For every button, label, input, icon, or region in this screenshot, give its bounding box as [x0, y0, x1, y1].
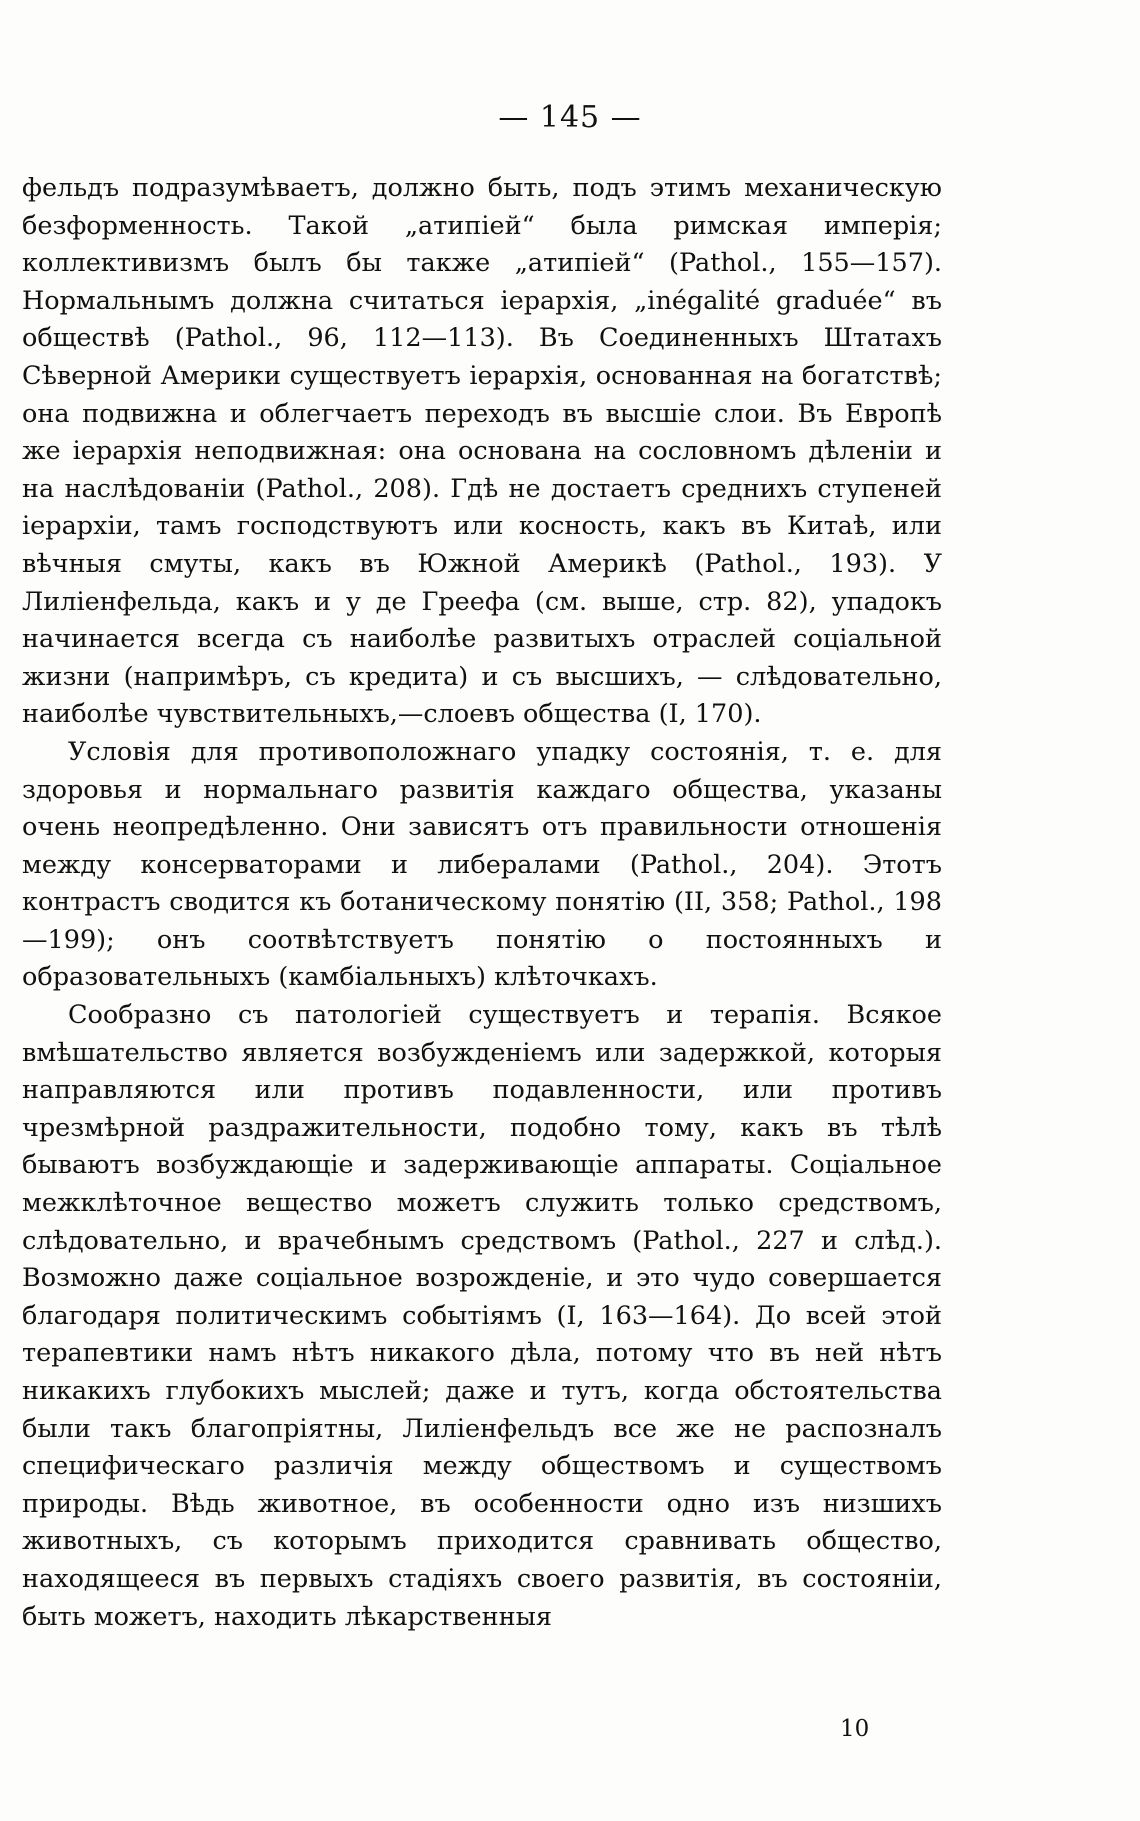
paragraph-3: Сообразно съ патологіей существуетъ и терапія. Всякое вмѣшательство является возбужденіемъ или задержкой, которыя направляются или противъ подавленности, или противъ чрезмѣрной раздражительности, подобно тому, какъ въ тѣлѣ бываютъ возбуждающіе и задерживающіе аппараты. Соціальное межклѣточное вещество можетъ служить только средствомъ, слѣдовательно, и врачебнымъ средствомъ (Pathol., 227 и слѣд.). Возможно даже соціальное возрожденіе, и это чудо совершается благодаря политическимъ событіямъ (I, 163—164). До всей этой терапевтики намъ нѣтъ никакого дѣла, потому что въ ней нѣтъ никакихъ глубокихъ мыслей; даже и тутъ, когда обстоятельства были такъ благопріятны, Лиліенфельдъ все же не распозналъ специфическаго различія между обществомъ и существомъ природы. Вѣдь животное, въ особенности одно изъ низшихъ животныхъ, съ которымъ приходится сравнивать общество, находящееся въ первыхъ стадіяхъ своего развитія, въ состояніи, быть можетъ, находить лѣкарственныя	[22, 1000, 942, 1632]
paragraph-1: фельдъ подразумѣваетъ, должно быть, подъ этимъ механическую безформенность. Такой „атипіей“ была римская имперія; коллективизмъ былъ бы также „атипіей“ (Pathol., 155—157). Нормальнымъ должна считаться іерархія, „inégalité graduée“ въ обществѣ (Pathol., 96, 112—113). Въ Соединенныхъ Штатахъ Сѣверной Америки существуетъ іерархія, основанная на богатствѣ; она подвижна и облегчаетъ переходъ въ высшіе слои. Въ Европѣ же іерархія неподвижная: она основана на сословномъ дѣленіи и на наслѣдованіи (Pathol., 208). Гдѣ не достаетъ среднихъ ступеней іерархіи, тамъ господствуютъ или косность, какъ въ Китаѣ, или вѣчныя смуты, какъ въ Южной Америкѣ (Pathol., 193). У Лиліенфельда, какъ и у де Греефа (см. выше, стр. 82), упадокъ начинается всегда съ наиболѣе развитыхъ отраслей соціальной жизни (напримѣръ, съ кредита) и съ высшихъ, — слѣдовательно, наиболѣе чувствительныхъ,—слоевъ общества (I, 170).	[22, 173, 942, 730]
signature-mark: 10	[840, 1716, 870, 1742]
page-number: — 145 —	[498, 100, 642, 135]
paragraph-2: Условія для противоположнаго упадку состоянія, т. е. для здоровья и нормальнаго развитія каждаго общества, указаны очень неопредѣленно. Они зависятъ отъ правильности отношенія между консерваторами и либералами (Pathol., 204). Этотъ контрастъ сводится къ ботаническому понятію (II, 358; Pathol., 198—199); онъ соотвѣтствуетъ понятію о постоянныхъ и образовательныхъ (камбіальныхъ) клѣточкахъ.	[22, 736, 942, 993]
body-text	[22, 170, 942, 1636]
